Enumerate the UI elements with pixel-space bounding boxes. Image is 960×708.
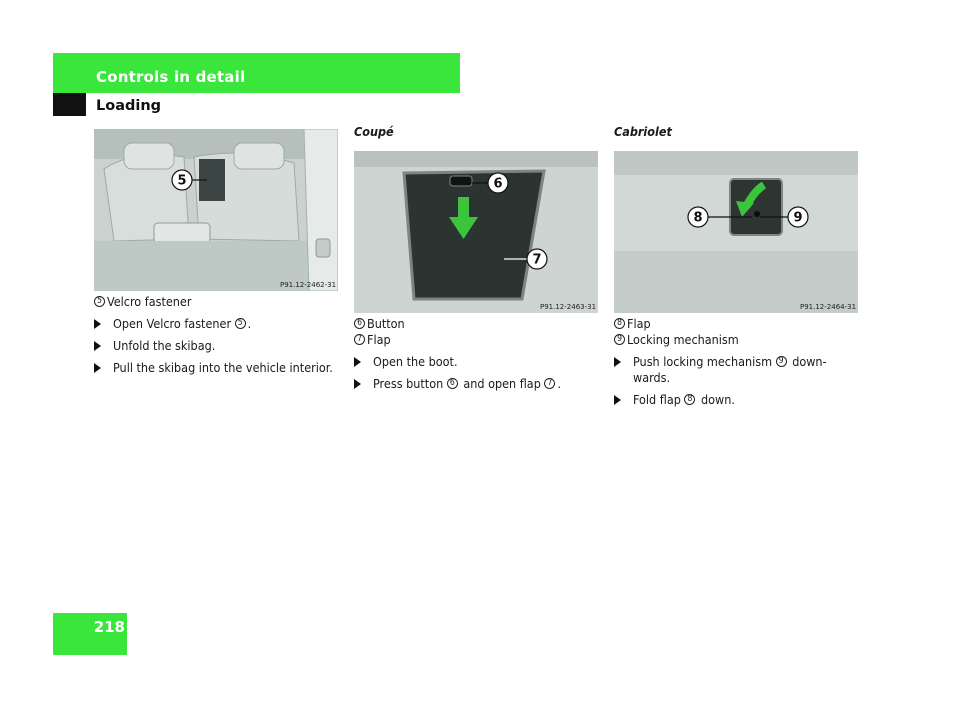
legend — [354, 316, 604, 348]
step-text: and open flap — [459, 376, 545, 391]
bullet-arrow-icon — [94, 363, 101, 373]
legend-item — [614, 332, 864, 348]
photo-code: P91.12-2463-31 — [540, 303, 597, 311]
callout-6-label: 6 — [493, 176, 503, 192]
bullet-arrow-icon — [614, 395, 621, 405]
step — [614, 354, 864, 386]
number-circle: 6 — [447, 378, 458, 389]
step — [354, 376, 604, 392]
callout-5-label: 5 — [177, 173, 187, 189]
section-title: Loading — [96, 98, 162, 114]
step-text: Fold flap — [633, 392, 685, 407]
photo-code: P91.12-2462-31 — [280, 281, 337, 289]
legend-text: Locking mechanism — [627, 332, 739, 347]
step-text: Open Velcro fastener — [113, 316, 235, 331]
step-text: Pull the skibag into the vehicle interior. — [113, 360, 333, 375]
right-column-text — [614, 316, 864, 408]
number-circle: 7 — [354, 334, 365, 345]
legend — [614, 316, 864, 348]
step-text: wards. — [633, 370, 671, 385]
bullet-arrow-icon — [94, 319, 101, 329]
chapter-title: Controls in detail — [96, 68, 246, 86]
step-text: Open the boot. — [373, 354, 458, 369]
callout-7-label: 7 — [532, 252, 542, 268]
legend-item — [354, 332, 604, 348]
legend-text: Velcro fastener — [107, 294, 192, 309]
step-text: Press button — [373, 376, 447, 391]
left-column-text — [94, 294, 344, 376]
step-text: Push locking mechanism — [633, 354, 776, 369]
bullet-arrow-icon — [94, 341, 101, 351]
bullet-arrow-icon — [354, 379, 361, 389]
step — [94, 360, 344, 376]
number-circle: 6 — [354, 318, 365, 329]
step-text: down- — [788, 354, 827, 369]
middle-column-text — [354, 316, 604, 392]
legend-item — [94, 294, 344, 310]
page-number: 218 — [93, 618, 125, 636]
section-marker — [53, 93, 86, 116]
callout-9-label: 9 — [793, 210, 803, 226]
step — [94, 316, 344, 332]
step — [354, 354, 604, 370]
photo-code: P91.12-2464-31 — [800, 303, 857, 311]
number-circle: 9 — [776, 356, 787, 367]
step-text: Unfold the skibag. — [113, 338, 216, 353]
callout-8-label: 8 — [693, 210, 703, 226]
legend-text: Flap — [367, 332, 391, 347]
coupe-heading: Coupé — [354, 124, 394, 139]
step-text: down. — [697, 392, 735, 407]
bullet-arrow-icon — [614, 357, 621, 367]
legend-text: Button — [367, 316, 405, 331]
number-circle: 9 — [614, 334, 625, 345]
legend — [94, 294, 344, 310]
cabriolet-heading: Cabriolet — [614, 124, 672, 139]
number-circle: 7 — [544, 378, 555, 389]
legend-item — [614, 316, 864, 332]
number-circle: 5 — [235, 318, 246, 329]
number-circle: 5 — [94, 296, 105, 307]
legend-item — [354, 316, 604, 332]
step — [94, 338, 344, 354]
number-circle: 8 — [684, 394, 695, 405]
bullet-arrow-icon — [354, 357, 361, 367]
legend-text: Flap — [627, 316, 651, 331]
rear-seat-photo — [94, 129, 338, 291]
number-circle: 8 — [614, 318, 625, 329]
cabriolet-boot-photo — [614, 151, 858, 313]
coupe-boot-photo — [354, 151, 598, 313]
step-text: . — [557, 376, 561, 391]
step-text: . — [247, 316, 252, 331]
step — [614, 392, 864, 408]
